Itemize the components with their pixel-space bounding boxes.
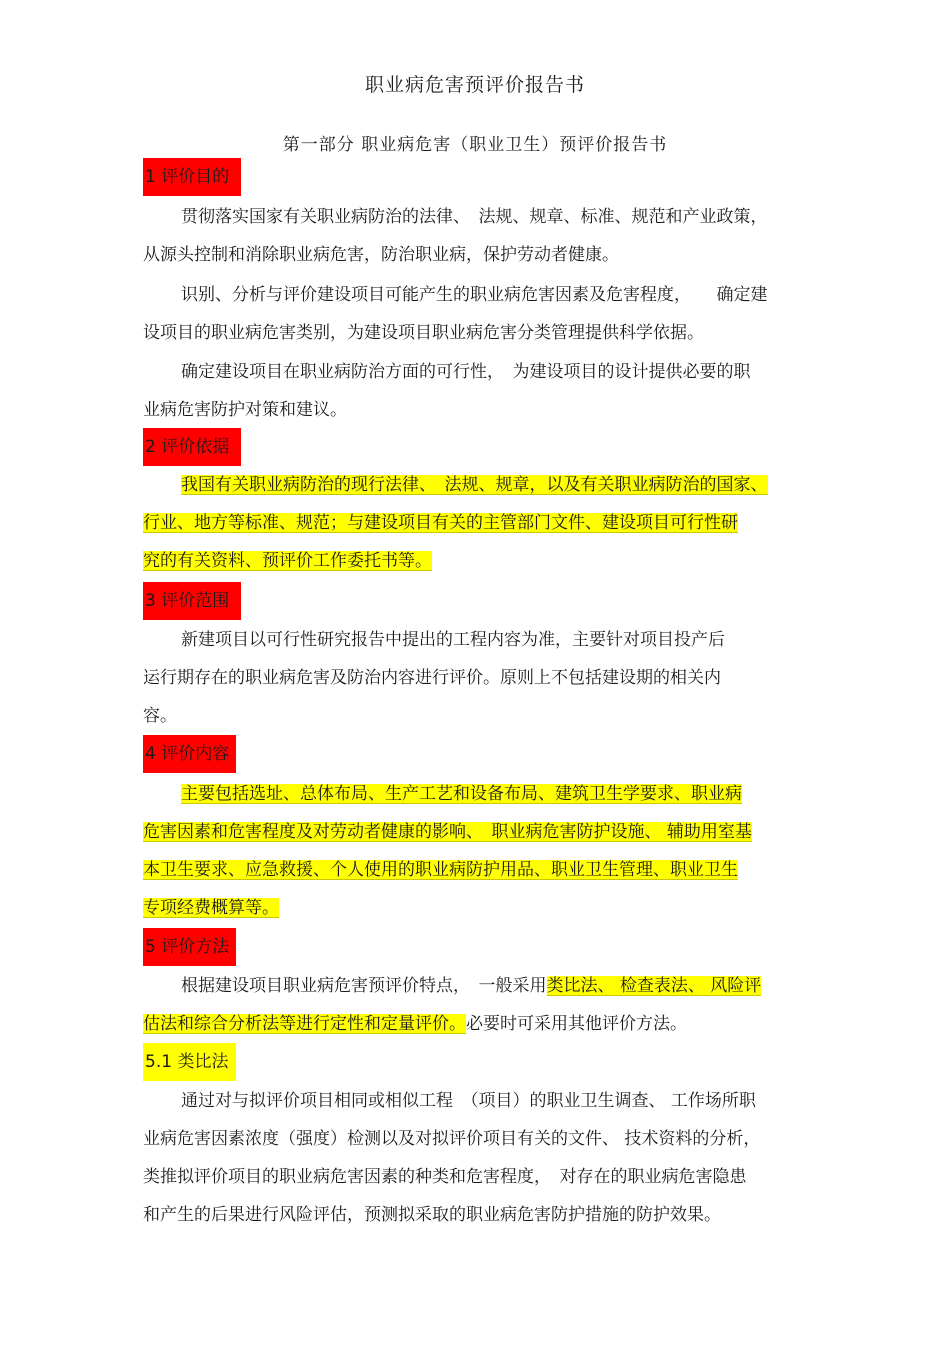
text-line: 容。 <box>143 706 177 726</box>
highlighted-text: 究的有关资料、预评价工作委托书等。 <box>143 551 432 571</box>
highlighted-text: 我国有关职业病防治的现行法律、 法规、规章，以及有关职业病防治的国家、 <box>181 475 768 495</box>
text-line: 和产生的后果进行风险评估，预测拟采取的职业病危害防护措施的防护效果。 <box>143 1205 721 1225</box>
text-segment: 必要时可采用其他评价方法。 <box>466 1014 687 1034</box>
highlighted-text: 本卫生要求、应急救援、个人使用的职业病防护用品、职业卫生管理、职业卫生 <box>143 860 738 880</box>
text-line: 类推拟评价项目的职业病危害因素的种类和危害程度， 对存在的职业病危害隐患 <box>143 1167 747 1187</box>
text-line: 从源头控制和消除职业病危害，防治职业病，保护劳动者健康。 <box>143 245 619 265</box>
section-3-paragraph-1 <box>143 621 808 727</box>
highlighted-text: 类比法、 检查表法、 风险评 <box>546 976 762 996</box>
section-5-paragraph-1 <box>143 967 808 1043</box>
text-line: 运行期存在的职业病危害及防治内容进行评价。原则上不包括建设期的相关内 <box>143 668 721 688</box>
section-2-paragraph-1 <box>143 466 808 580</box>
text-line: 通过对与拟评价项目相同或相似工程 （项目）的职业卫生调查、 工作场所职 <box>181 1091 756 1111</box>
document-subtitle: 第一部分 职业病危害（职业卫生）预评价报告书 <box>282 135 668 155</box>
highlighted-text: 行业、地方等标准、规范；与建设项目有关的主管部门文件、建设项目可行性研 <box>143 513 738 533</box>
section-heading-4: 4 评价内容 <box>143 735 236 773</box>
highlighted-text: 估法和综合分析法等进行定性和定量评价。 <box>143 1014 466 1034</box>
section-heading-5-1: 5.1 类比法 <box>143 1043 236 1081</box>
section-5-1-paragraph-1 <box>143 1082 808 1234</box>
highlighted-text: 危害因素和危害程度及对劳动者健康的影响、 职业病危害防护设施、 辅助用室基 <box>143 822 752 842</box>
text-line: 设项目的职业病危害类别，为建设项目职业病危害分类管理提供科学依据。 <box>143 323 704 343</box>
text-line: 新建项目以可行性研究报告中提出的工程内容为准，主要针对项目投产后 <box>181 630 725 650</box>
section-1-paragraph-3 <box>143 353 808 429</box>
text-line: 业病危害因素浓度（强度）检测以及对拟评价项目有关的文件、 技术资料的分析， <box>143 1129 761 1149</box>
section-heading-1: 1 评价目的 <box>143 158 241 196</box>
text-line: 识别、分析与评价建设项目可能产生的职业病危害因素及危害程度， 确定建 <box>181 285 768 305</box>
text-line: 业病危害防护对策和建议。 <box>143 400 347 420</box>
text-line: 确定建设项目在职业病防治方面的可行性， 为建设项目的设计提供必要的职 <box>181 362 751 382</box>
section-4-paragraph-1 <box>143 775 808 927</box>
document-title: 职业病危害预评价报告书 <box>364 74 585 96</box>
section-heading-3: 3 评价范围 <box>143 582 241 620</box>
section-heading-5: 5 评价方法 <box>143 928 236 966</box>
text-segment: 根据建设项目职业病危害预评价特点， 一般采用 <box>181 976 547 996</box>
section-heading-2: 2 评价依据 <box>143 428 241 466</box>
section-1-paragraph-2 <box>143 276 808 352</box>
highlighted-text: 专项经费概算等。 <box>143 898 279 918</box>
text-line: 贯彻落实国家有关职业病防治的法律、 法规、规章、标准、规范和产业政策， <box>181 207 768 227</box>
section-1-paragraph-1 <box>143 198 808 274</box>
highlighted-text: 主要包括选址、总体布局、生产工艺和设备布局、建筑卫生学要求、职业病 <box>181 784 742 804</box>
